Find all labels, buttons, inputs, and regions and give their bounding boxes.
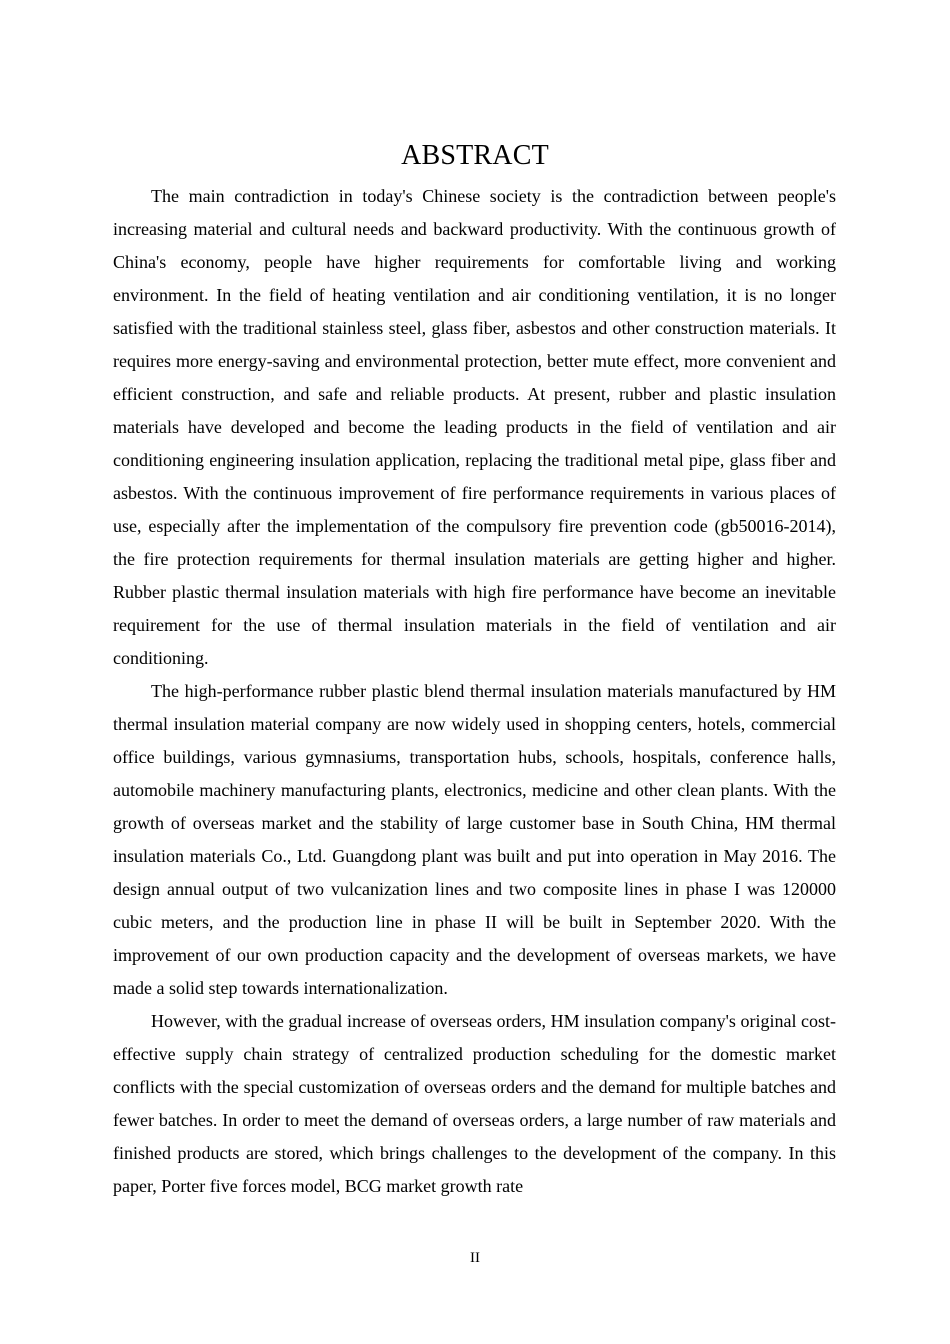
paragraph-2: The high-performance rubber plastic blend thermal insulation materials manufactured by HM thermal insulation material company are now widely used in shopping centers, hotels, commercial office buildings, various gymnasiums, transportation hubs, schools, hospitals, conference halls, automobile machinery manufacturing plants, electronics, medicine and other clean plants. With the growth of overseas market and the stability of large customer base in South China, HM thermal insulation materials Co., Ltd. Guangdong plant was built and put into operation in May 2016. The design annual output of two vulcanization lines and two composite lines in phase I was 120000 cubic meters, and the production line in phase II will be built in September 2020. With the improvement of our own production capacity and the development of overseas markets, we have made a solid step towards internationalization. xyxy=(113,681,836,998)
page-number: II xyxy=(470,1250,480,1266)
paragraph-1: The main contradiction in today's Chinese society is the contradiction between people's increasing material and cultural needs and backward productivity. With the continuous growth of China's economy, people have higher requirements for comfortable living and working environment. In the field of heating ventilation and air conditioning ventilation, it is no longer satisfied with the traditional stainless steel, glass fiber, asbestos and other construction materials. It requires more energy-saving and environmental protection, better mute effect, more convenient and efficient construction, and safe and reliable products. At present, rubber and plastic insulation materials have developed and become the leading products in the field of ventilation and air conditioning engineering insulation application, replacing the traditional metal pipe, glass fiber and asbestos. With the continuous improvement of fire performance requirements in various places of use, especially after the implementation of the compulsory fire prevention code (gb50016-2014), the fire protection requirements for thermal insulation materials are getting higher and higher. Rubber plastic thermal insulation materials with high fire performance have become an inevitable requirement for the use of thermal insulation materials in the field of ventilation and air conditioning. xyxy=(113,186,836,668)
abstract-title: ABSTRACT xyxy=(401,140,549,171)
paragraph-3: However, with the gradual increase of overseas orders, HM insulation company's original cost-effective supply chain strategy of centralized production scheduling for the domestic market conflicts with the special customization of overseas orders and the demand for multiple batches and fewer batches. In order to meet the demand of overseas orders, a large number of raw materials and finished products are stored, which brings challenges to the development of the company. In this paper, Porter five forces model, BCG market growth rate xyxy=(113,1011,836,1196)
abstract-body xyxy=(113,180,836,1203)
